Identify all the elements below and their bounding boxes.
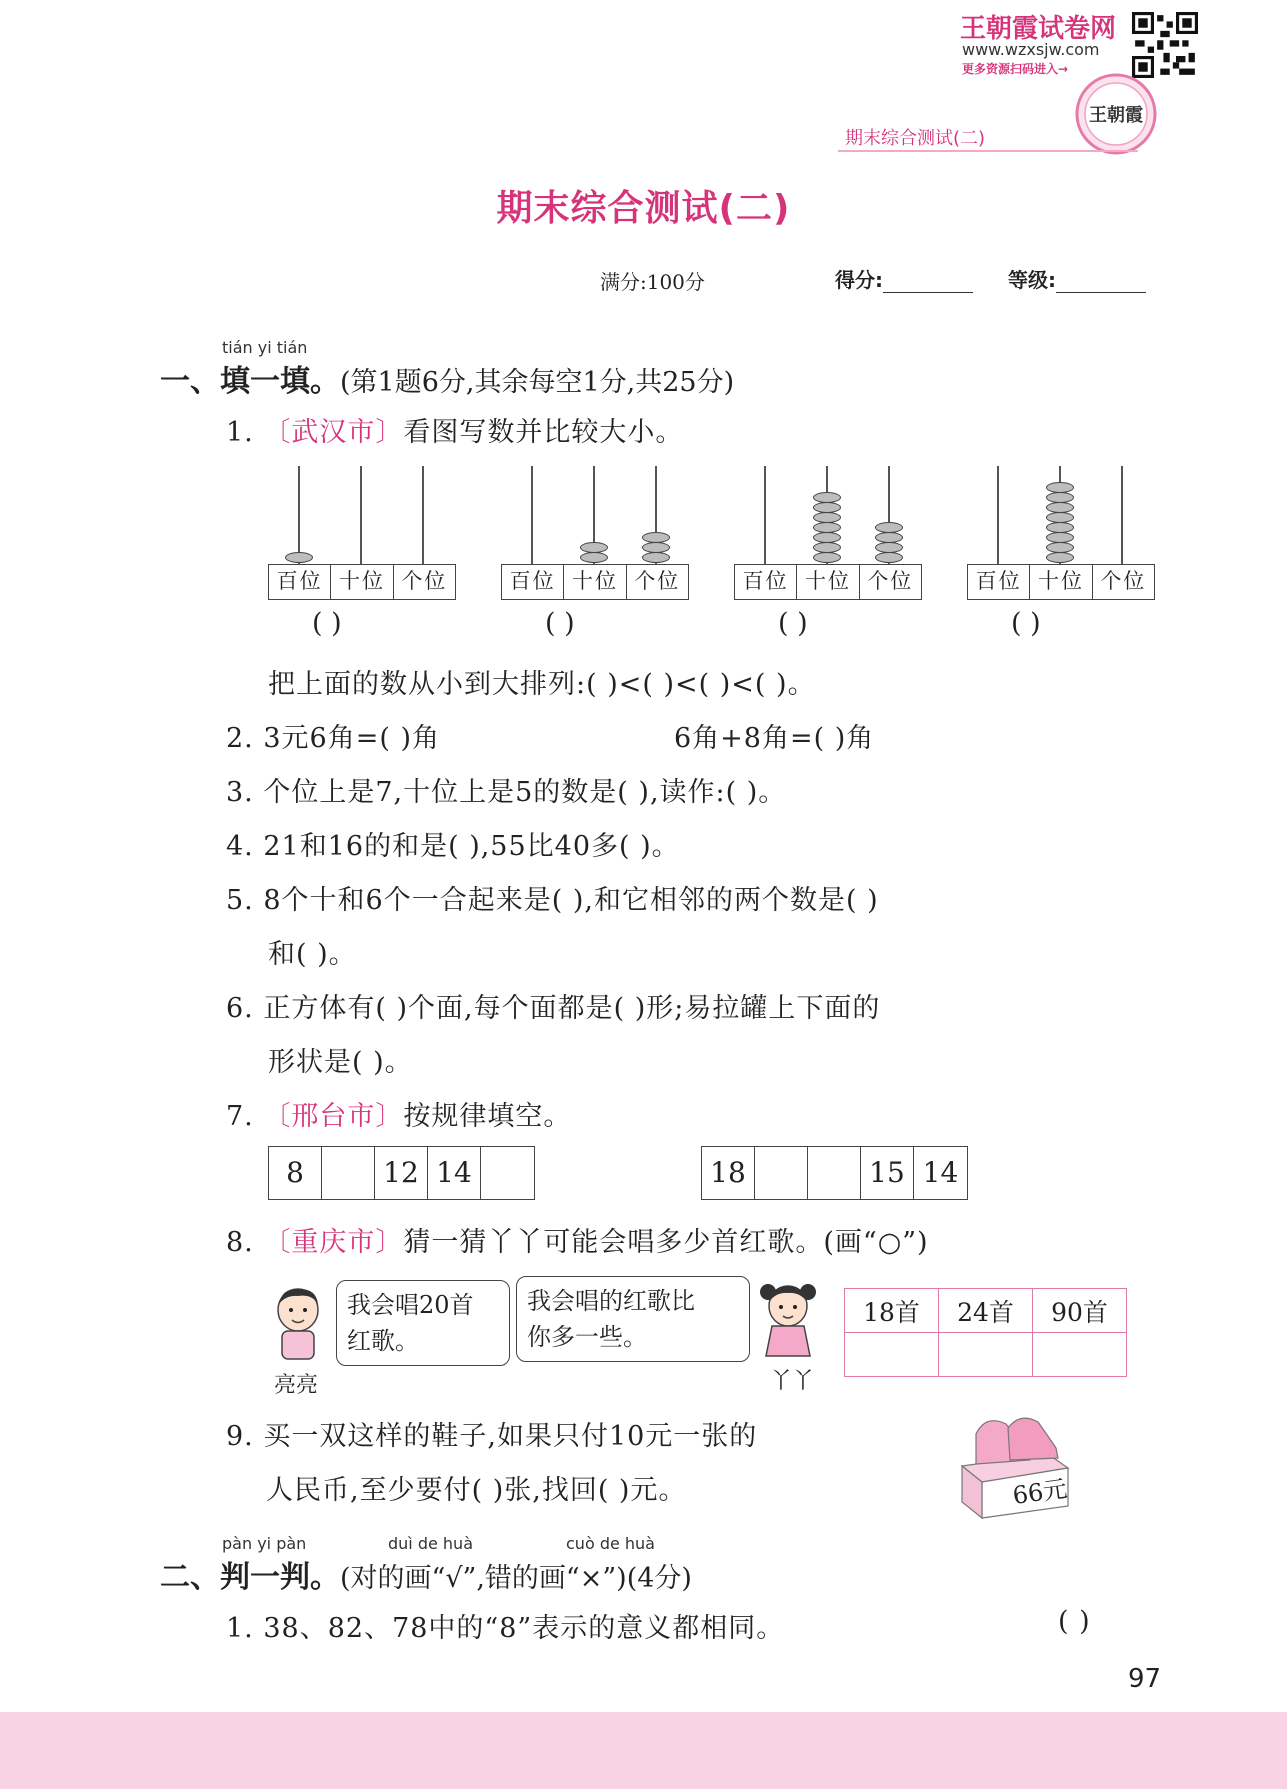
abacus-bead xyxy=(285,552,313,563)
abacus-answer-4[interactable]: ( ) xyxy=(1011,608,1041,639)
place-value-label: 百位 xyxy=(735,565,797,599)
circle-cell-90[interactable] xyxy=(1033,1333,1127,1377)
q1-line: 1. 〔武汉市〕看图写数并比较大小。 xyxy=(226,417,684,448)
abacus-bead xyxy=(875,532,903,543)
song-choice-table xyxy=(844,1288,1127,1377)
place-value-label: 十位 xyxy=(797,565,859,599)
q9-line2[interactable]: 人民币,至少要付( )张,找回( )元。 xyxy=(266,1475,687,1506)
q6-line1[interactable]: 6. 正方体有( )个面,每个面都是( )形;易拉罐上下面的 xyxy=(226,993,881,1024)
abacus-bead xyxy=(1046,492,1074,503)
pattern-cell: 15 xyxy=(861,1147,914,1199)
abacus-bead xyxy=(875,552,903,563)
q3[interactable]: 3. 个位上是7,十位上是5的数是( ),读作:( )。 xyxy=(226,777,787,808)
pattern-table-2 xyxy=(701,1146,968,1200)
girl-name: 丫丫 xyxy=(770,1369,815,1394)
score-label: 得分: xyxy=(835,268,883,292)
q9-line1: 9. 买一双这样的鞋子,如果只付10元一张的 xyxy=(226,1421,758,1452)
girl-icon xyxy=(756,1278,820,1358)
qr-code-icon[interactable] xyxy=(1132,12,1198,78)
abacus-bead xyxy=(1046,522,1074,533)
place-value-labels xyxy=(734,564,922,600)
place-value-label: 个位 xyxy=(401,569,448,593)
place-value-label: 十位 xyxy=(1030,565,1092,599)
abacus-bead xyxy=(1046,502,1074,513)
section2-pinyin-2: duì de huà xyxy=(388,1534,473,1553)
header-divider xyxy=(838,150,1138,152)
section1-heading: 一、填一填。 xyxy=(160,364,340,399)
abacus-rod xyxy=(997,466,999,564)
abacus-bead xyxy=(580,552,608,563)
place-value-label: 百位 xyxy=(269,565,331,599)
s2-q1: 1. 38、82、78中的“8”表示的意义都相同。 xyxy=(226,1613,785,1644)
place-value-labels xyxy=(967,564,1155,600)
place-value-labels xyxy=(268,564,456,600)
abacus-bead xyxy=(1046,482,1074,493)
abacus-answer-1[interactable]: ( ) xyxy=(312,608,342,639)
abacus-bead xyxy=(875,542,903,553)
section2-note: (对的画“√”,错的画“×”)(4分) xyxy=(340,1563,692,1594)
q5-line2[interactable]: 和( )。 xyxy=(268,939,357,970)
place-value-label: 百位 xyxy=(968,565,1030,599)
pattern-blank-cell[interactable] xyxy=(755,1147,808,1199)
s2-q1-answer[interactable]: ( ) xyxy=(1058,1606,1091,1637)
abacus-bead xyxy=(813,512,841,523)
pattern-cell: 14 xyxy=(922,1156,959,1189)
abacus-bead xyxy=(813,492,841,503)
place-value-label: 个位 xyxy=(634,569,681,593)
q4[interactable]: 4. 21和16的和是( ),55比40多( )。 xyxy=(226,831,680,862)
abacus-bead xyxy=(813,522,841,533)
speech-bubble-girl: 我会唱的红歌比 你多一些。 xyxy=(516,1276,750,1362)
brand-name: 王朝霞试卷网 xyxy=(960,14,1117,44)
section2-title xyxy=(160,1552,692,1596)
abacus-bead xyxy=(875,522,903,533)
circle-cell-24[interactable] xyxy=(939,1333,1033,1377)
place-value-label: 个位 xyxy=(1100,569,1147,593)
abacus-rod xyxy=(298,466,300,564)
pattern-cell: 8 xyxy=(269,1147,322,1199)
section2-pinyin-3: cuò de huà xyxy=(566,1534,655,1553)
q8-line: 8. 〔重庆市〕猜一猜丫丫可能会唱多少首红歌。(画“○”) xyxy=(226,1227,929,1258)
abacus-bead xyxy=(813,532,841,543)
abacus-1 xyxy=(268,466,456,606)
q1-text: 看图写数并比较大小。 xyxy=(403,417,684,448)
abacus-rod xyxy=(1121,466,1123,564)
q7-city: 〔邢台市〕 xyxy=(263,1101,404,1132)
q1-city: 〔武汉市〕 xyxy=(263,417,404,448)
abacus-bead xyxy=(1046,552,1074,563)
section1-title xyxy=(160,356,734,400)
price-label: 66元 xyxy=(1010,1474,1069,1510)
speech-bubble-boy: 我会唱20首 红歌。 xyxy=(336,1280,510,1366)
shoes-box-icon xyxy=(956,1408,1074,1520)
place-value-label: 十位 xyxy=(331,565,393,599)
abacus-bead xyxy=(580,542,608,553)
pattern-table-1 xyxy=(268,1146,535,1200)
abacus-bead xyxy=(1046,512,1074,523)
abacus-bead xyxy=(1046,532,1074,543)
boy-name: 亮亮 xyxy=(274,1373,319,1398)
place-value-label: 十位 xyxy=(564,565,626,599)
brand-more-text: 更多资源扫码进入→ xyxy=(962,62,1069,76)
pattern-cell: 14 xyxy=(428,1147,481,1199)
abacus-bead xyxy=(642,542,670,553)
section2-pinyin-1: pàn yi pàn xyxy=(222,1534,307,1553)
option-24: 24首 xyxy=(939,1289,1033,1333)
header-section-tag: 期末综合测试(二) xyxy=(845,128,986,149)
full-marks: 满分:100分 xyxy=(600,270,705,294)
option-18: 18首 xyxy=(845,1289,939,1333)
q2-a[interactable]: 2. 3元6角=( )角 xyxy=(226,723,440,754)
pattern-blank-cell[interactable] xyxy=(481,1147,534,1199)
footer-band xyxy=(0,1712,1287,1789)
q8-city: 〔重庆市〕 xyxy=(263,1227,404,1258)
abacus-bead xyxy=(813,552,841,563)
pattern-cell: 18 xyxy=(702,1147,755,1199)
abacus-bead xyxy=(1046,542,1074,553)
section1-pinyin: tián yi tián xyxy=(222,338,308,357)
abacus-3 xyxy=(734,466,922,606)
abacus-bead xyxy=(813,502,841,513)
page-number: 97 xyxy=(1128,1664,1162,1694)
abacus-rod xyxy=(422,466,424,564)
q2-b[interactable]: 6角+8角=( )角 xyxy=(674,723,875,754)
circle-cell-18[interactable] xyxy=(845,1333,939,1377)
section1-note: (第1题6分,其余每空1分,共25分) xyxy=(340,367,735,398)
seal-logo-icon xyxy=(1074,72,1158,156)
place-value-label: 个位 xyxy=(867,569,914,593)
score-blank[interactable] xyxy=(883,273,973,293)
pattern-cell: 12 xyxy=(375,1147,428,1199)
q6-line2[interactable]: 形状是( )。 xyxy=(268,1047,413,1078)
abacus-answer-2[interactable]: ( ) xyxy=(545,608,575,639)
abacus-bead xyxy=(813,542,841,553)
abacus-rod xyxy=(531,466,533,564)
place-value-labels xyxy=(501,564,689,600)
boy-icon xyxy=(268,1284,330,1364)
pattern-blank-cell[interactable] xyxy=(808,1147,861,1199)
q1-order[interactable]: 把上面的数从小到大排列:( )<( )<( )<( )。 xyxy=(268,669,816,700)
section2-heading: 二、判一判。 xyxy=(160,1560,340,1595)
grade-label: 等级: xyxy=(1008,268,1056,292)
pattern-blank-cell[interactable] xyxy=(322,1147,375,1199)
abacus-bead xyxy=(642,532,670,543)
option-90: 90首 xyxy=(1033,1289,1127,1333)
abacus-bead xyxy=(642,552,670,563)
q7-line: 7. 〔邢台市〕按规律填空。 xyxy=(226,1101,572,1132)
abacus-2 xyxy=(501,466,689,606)
grade-field[interactable] xyxy=(1008,264,1146,293)
abacus-rod xyxy=(764,466,766,564)
abacus-answer-3[interactable]: ( ) xyxy=(778,608,808,639)
abacus-4 xyxy=(967,466,1155,606)
seal-text: 王朝霞 xyxy=(1089,105,1143,126)
abacus-rod xyxy=(360,466,362,564)
place-value-label: 百位 xyxy=(502,565,564,599)
page-title: 期末综合测试(二) xyxy=(496,188,791,229)
brand-url[interactable]: www.wzxsjw.com xyxy=(962,40,1100,59)
score-field[interactable] xyxy=(835,264,973,293)
q5-line1[interactable]: 5. 8个十和6个一合起来是( ),和它相邻的两个数是( ) xyxy=(226,885,879,916)
grade-blank[interactable] xyxy=(1056,273,1146,293)
